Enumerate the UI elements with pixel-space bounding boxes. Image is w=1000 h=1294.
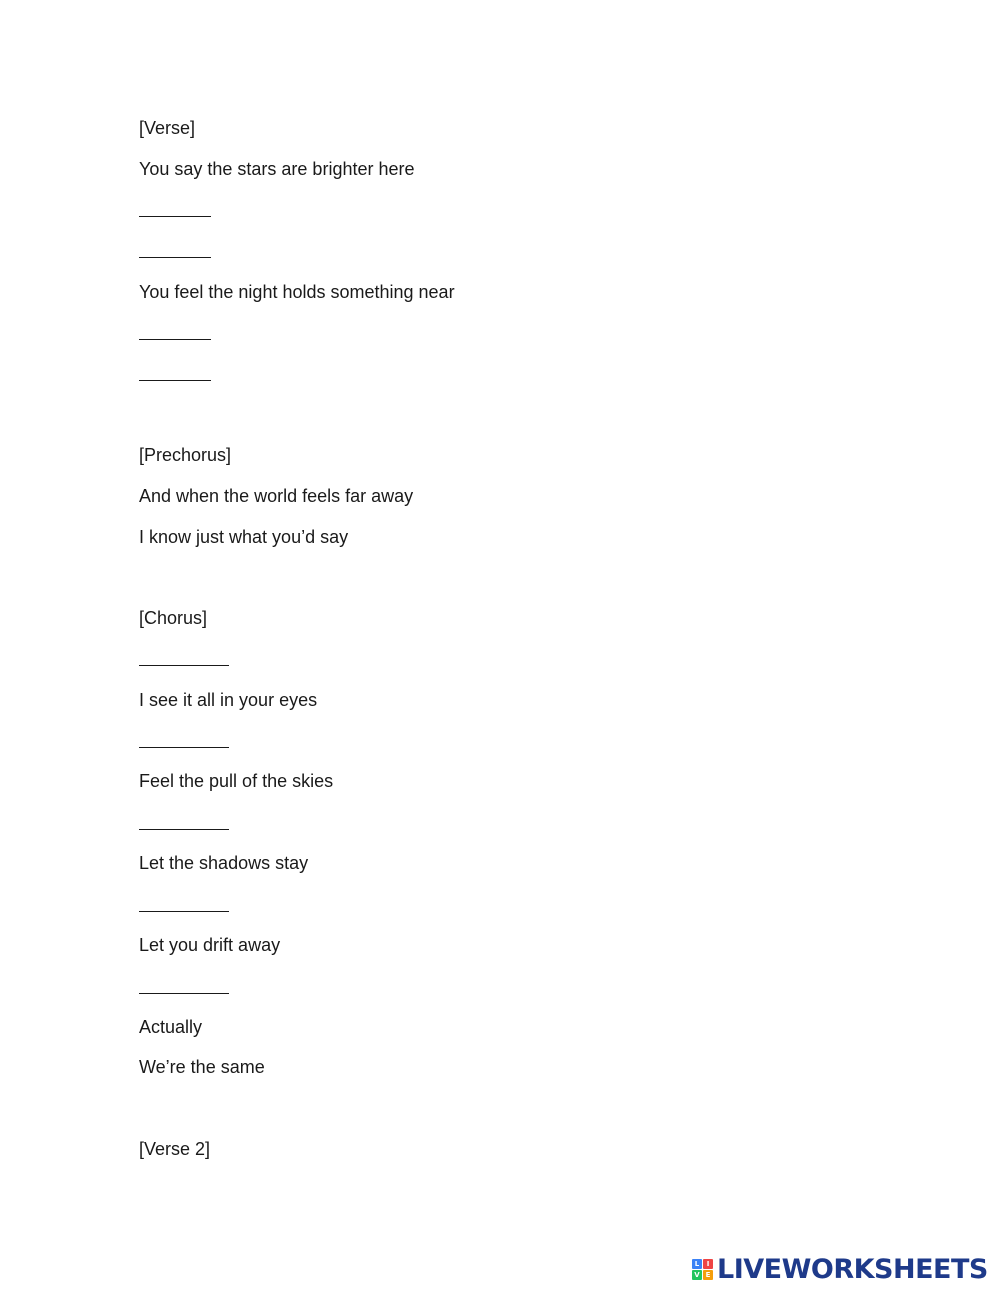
logo-mark-cell: V — [692, 1270, 702, 1280]
answer-blank[interactable] — [139, 665, 229, 666]
prechorus-heading: [Prechorus] — [139, 445, 232, 465]
answer-blank[interactable] — [139, 747, 229, 748]
lyric-line: And when the world feels far away — [139, 486, 414, 506]
logo-mark-icon — [692, 1259, 713, 1280]
chorus-heading: [Chorus] — [139, 608, 208, 628]
verse-heading: [Verse] — [139, 118, 196, 138]
lyric-line: We’re the same — [139, 1057, 265, 1077]
answer-blank[interactable] — [139, 216, 211, 217]
lyric-line: Let the shadows stay — [139, 853, 309, 873]
logo-mark-cell: I — [703, 1259, 713, 1269]
logo-mark-cell: L — [692, 1259, 702, 1269]
lyric-line: Actually — [139, 1017, 203, 1037]
lyric-line: I know just what you’d say — [139, 527, 349, 547]
lyric-line: Feel the pull of the skies — [139, 771, 334, 791]
lyric-line: Let you drift away — [139, 935, 281, 955]
answer-blank[interactable] — [139, 339, 211, 340]
logo-mark-cell: E — [703, 1270, 713, 1280]
answer-blank[interactable] — [139, 911, 229, 912]
answer-blank[interactable] — [139, 380, 211, 381]
logo-text: LIVEWORKSHEETS — [717, 1253, 988, 1285]
verse2-heading: [Verse 2] — [139, 1139, 211, 1159]
answer-blank[interactable] — [139, 257, 211, 258]
answer-blank[interactable] — [139, 829, 229, 830]
lyric-line: You say the stars are brighter here — [139, 159, 415, 179]
liveworksheets-logo — [692, 1255, 988, 1283]
answer-blank[interactable] — [139, 993, 229, 994]
lyric-line: You feel the night holds something near — [139, 282, 455, 302]
lyric-line: I see it all in your eyes — [139, 690, 318, 710]
